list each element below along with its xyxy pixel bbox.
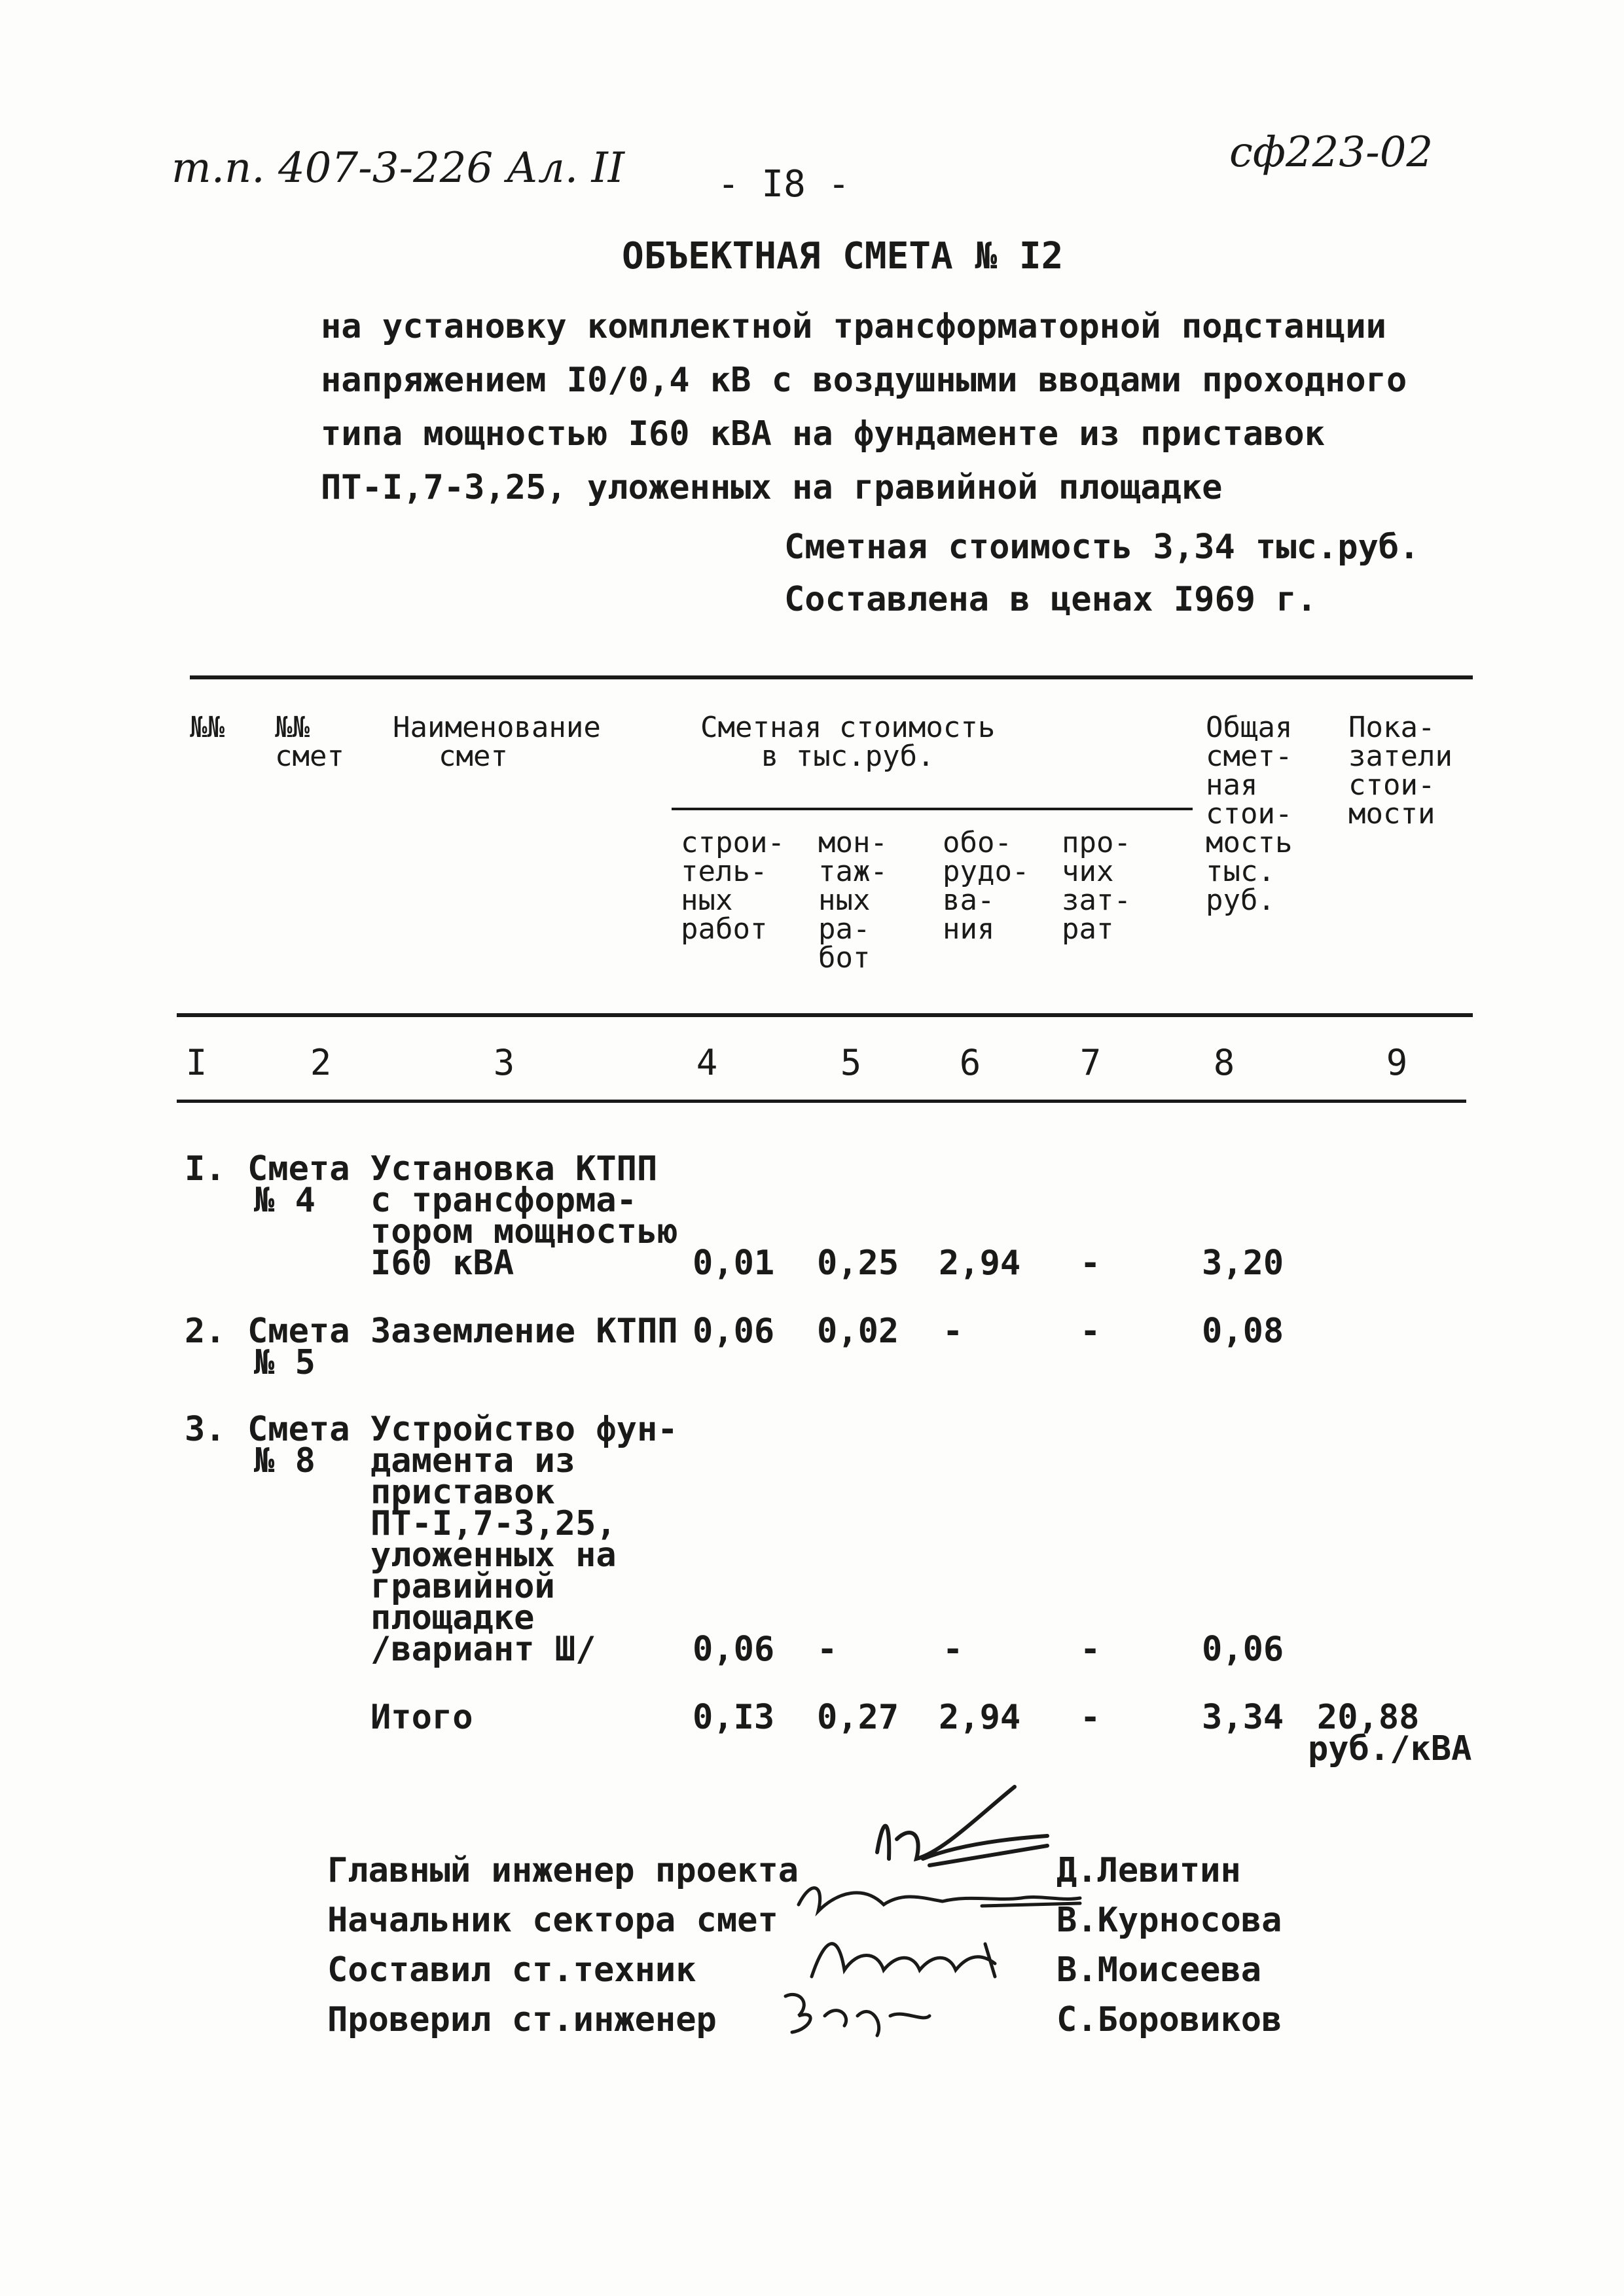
column-number: 7 bbox=[1079, 1042, 1102, 1083]
column-number: 5 bbox=[840, 1042, 862, 1083]
signature-names bbox=[1056, 1846, 1282, 2045]
column-number: 4 bbox=[696, 1042, 718, 1083]
row-number: 3. bbox=[185, 1410, 226, 1449]
subtitle-line: напряжением I0/0,4 кВ с воздушными вводами проходного bbox=[321, 361, 1407, 400]
row-estimate-ref: Смета № 8 bbox=[247, 1410, 350, 1480]
cell-construction: 0,06 bbox=[693, 1312, 775, 1351]
column-number: 2 bbox=[310, 1042, 332, 1083]
col-header-other: про- чих зат- рат bbox=[1062, 826, 1131, 946]
cell-other: - bbox=[1080, 1630, 1101, 1669]
column-number: 3 bbox=[493, 1042, 515, 1083]
column-number: 9 bbox=[1386, 1042, 1408, 1083]
table-top-rule bbox=[190, 675, 1473, 679]
subtitle-block bbox=[321, 300, 1407, 514]
cell-equipment: - bbox=[943, 1630, 964, 1669]
handwritten-signature bbox=[772, 1977, 943, 2049]
col-header-name: Наименование смет bbox=[393, 711, 601, 773]
cell-installation: 0,02 bbox=[817, 1312, 899, 1351]
cell-other: - bbox=[1080, 1312, 1101, 1351]
signature-block bbox=[327, 1846, 799, 2045]
subtitle-line: типа мощностью I60 кВА на фундаменте из приставок bbox=[321, 414, 1326, 454]
col-header-construction: строи- тель- ных работ bbox=[681, 826, 785, 946]
row-estimate-ref: Смета № 5 bbox=[247, 1312, 350, 1382]
total-installation: 0,27 bbox=[817, 1698, 899, 1737]
total-label: Итого bbox=[370, 1698, 473, 1737]
col-header-installation: мон- таж- ных ра- бот bbox=[818, 826, 888, 975]
signature-role: Начальник сектора смет bbox=[327, 1901, 778, 1940]
document-reference: т.п. 407-3-226 Ал. II bbox=[171, 144, 625, 192]
price-year: Составлена в ценах I969 г. bbox=[784, 580, 1317, 619]
cell-construction: 0,06 bbox=[693, 1630, 775, 1669]
signature-role: Составил ст.техник bbox=[327, 1950, 696, 1990]
col-header-indicators: Пока- затели стои- мости bbox=[1348, 711, 1453, 831]
page-number: - I8 - bbox=[717, 163, 850, 206]
subtitle-line: на установку комплектной трансформаторной подстанции bbox=[321, 307, 1386, 346]
row-estimate-ref: Смета № 4 bbox=[247, 1149, 350, 1220]
total-equipment: 2,94 bbox=[939, 1698, 1021, 1737]
estimate-heading: ОБЪЕКТНАЯ СМЕТА № I2 bbox=[622, 235, 1064, 278]
column-number: 8 bbox=[1213, 1042, 1235, 1083]
cell-equipment: 2,94 bbox=[939, 1244, 1021, 1283]
signer-name: С.Боровиков bbox=[1056, 2000, 1282, 2039]
cell-other: - bbox=[1080, 1244, 1101, 1283]
signer-name: В.Моисеева bbox=[1056, 1950, 1262, 1990]
column-number: 6 bbox=[959, 1042, 981, 1083]
signer-name: В.Курносова bbox=[1056, 1901, 1282, 1940]
document-code: сф223-02 bbox=[1229, 128, 1434, 177]
col-header-nn: №№ bbox=[190, 711, 225, 744]
cell-equipment: - bbox=[943, 1312, 964, 1351]
cell-installation: - bbox=[817, 1630, 838, 1669]
row-name: Установка КТПП с трансформа- тором мощностью I60 кВА bbox=[370, 1149, 678, 1283]
header-bottom-rule bbox=[177, 1013, 1473, 1017]
total-cost: 3,34 bbox=[1202, 1698, 1284, 1737]
group-header-rule bbox=[672, 808, 1193, 810]
cell-construction: 0,01 bbox=[693, 1244, 775, 1283]
signature-role: Проверил ст.инженер bbox=[327, 2000, 717, 2039]
cell-installation: 0,25 bbox=[817, 1244, 899, 1283]
handwritten-signature bbox=[785, 1865, 1087, 1931]
estimated-cost: Сметная стоимость 3,34 тыс.руб. bbox=[784, 528, 1420, 567]
col-header-estimate-no: №№ смет bbox=[275, 711, 344, 773]
row-name: Устройство фун- дамента из приставок ПТ-I,7-3,25, уложенных на гравийной площадке /вариант Ш/ bbox=[370, 1410, 678, 1669]
column-number: I bbox=[185, 1042, 208, 1083]
col-header-total-cost: Общая смет- ная стои- мость тыс. руб. bbox=[1206, 711, 1293, 917]
row-number: 2. bbox=[185, 1312, 226, 1351]
cell-total: 0,06 bbox=[1202, 1630, 1284, 1669]
column-number-rule bbox=[177, 1100, 1466, 1103]
row-number: I. bbox=[185, 1149, 226, 1189]
cell-total: 3,20 bbox=[1202, 1244, 1284, 1283]
col-header-equipment: обо- рудо- ва- ния bbox=[943, 826, 1030, 946]
signer-name: Д.Левитин bbox=[1056, 1851, 1241, 1890]
subtitle-line: ПТ-I,7-3,25, уложенных на гравийной площадке bbox=[321, 468, 1223, 507]
total-construction: 0,I3 bbox=[693, 1698, 775, 1737]
col-header-cost-group: Сметная стоимость в тыс.руб. bbox=[700, 711, 996, 773]
total-other: - bbox=[1080, 1698, 1101, 1737]
signature-role: Главный инженер проекта bbox=[327, 1851, 799, 1890]
cell-total: 0,08 bbox=[1202, 1312, 1284, 1351]
cost-indicator: 20,88 руб./кВА bbox=[1308, 1698, 1472, 1768]
row-name: Заземление КТПП bbox=[370, 1312, 678, 1351]
